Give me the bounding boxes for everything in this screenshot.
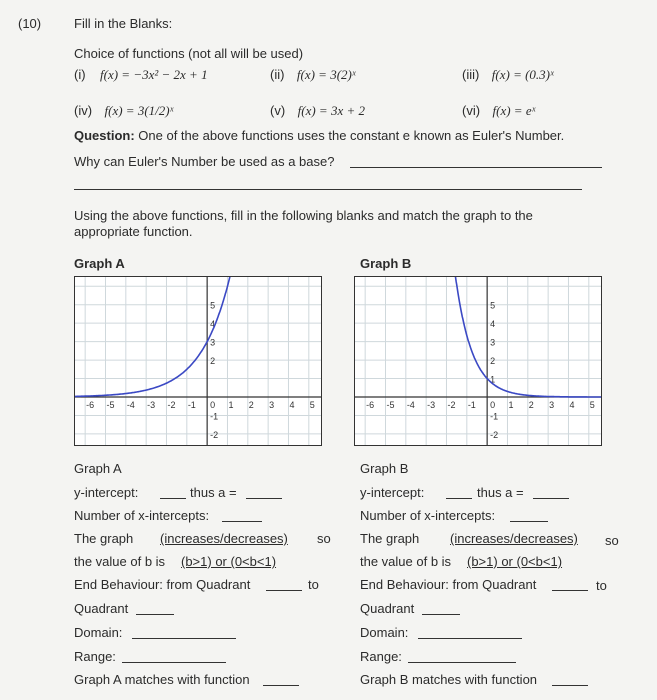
function-expr: f(x) = (0.3)ˣ xyxy=(491,67,554,82)
function-i xyxy=(74,66,208,84)
graph-a-x-tick-label: 0 xyxy=(210,400,216,410)
left-num-x-int-blank[interactable] xyxy=(222,521,262,522)
left-the-graph: The graph xyxy=(74,531,134,546)
function-ii xyxy=(270,66,356,84)
graph-a-x-tick-label: 5 xyxy=(309,400,315,410)
left-thus-a-label: thus a = xyxy=(190,485,237,500)
left-quadrant: Quadrant xyxy=(74,601,129,616)
left-match: Graph A matches with function xyxy=(74,672,250,687)
left-inc-dec[interactable]: (increases/decreases) xyxy=(160,531,288,546)
function-label: (i) xyxy=(74,67,86,82)
function-expr: f(x) = eˣ xyxy=(492,103,536,118)
graph-b-x-tick-label: 2 xyxy=(528,400,534,410)
question-label: Question: xyxy=(74,128,135,143)
graph-a-x-tick-label: -5 xyxy=(106,400,115,410)
right-thus-a-label: thus a = xyxy=(477,485,524,500)
right-quadrant-blank[interactable] xyxy=(422,614,460,615)
question-line xyxy=(74,128,564,143)
function-label: (v) xyxy=(270,103,286,118)
graph-a-y-tick-label: -1 xyxy=(210,411,219,422)
instructions-line-2: appropriate function. xyxy=(74,224,193,239)
graph-b-svg xyxy=(355,277,601,445)
graph-b-y-tick-label: 4 xyxy=(490,319,496,330)
right-match-blank[interactable] xyxy=(552,685,588,686)
left-end-beh-blank-1[interactable] xyxy=(266,590,302,591)
right-col-title: Graph B xyxy=(360,461,409,476)
right-match: Graph B matches with function xyxy=(360,672,538,687)
graph-b-x-tick-label: 3 xyxy=(549,400,555,410)
graph-a-y-tick-label: -2 xyxy=(210,429,219,440)
function-label: (iii) xyxy=(462,67,480,82)
function-iv xyxy=(74,102,173,120)
graph-a-title: Graph A xyxy=(74,256,125,271)
graph-a-y-tick-label: 5 xyxy=(210,300,216,311)
graph-b-x-tick-label: -5 xyxy=(386,400,395,410)
right-value-b: the value of b is xyxy=(360,554,452,569)
why-answer-line-2[interactable] xyxy=(74,189,582,190)
graph-b-y-tick-label: -1 xyxy=(490,411,499,422)
graph-b-x-tick-label: -2 xyxy=(447,400,456,410)
left-y-intercept-label: y-intercept: xyxy=(74,485,139,500)
left-b-options[interactable]: (b>1) or (0<b<1) xyxy=(181,554,277,569)
graph-b-x-tick-label: 5 xyxy=(589,400,595,410)
question-number: (10) xyxy=(18,16,42,31)
graph-b-y-tick-label: 5 xyxy=(490,300,496,311)
graph-a-y-tick-label: 4 xyxy=(210,319,216,330)
graph-b-x-tick-label: 1 xyxy=(508,400,514,410)
right-domain-blank[interactable] xyxy=(418,638,522,639)
graph-b-y-tick-label: 2 xyxy=(490,356,496,367)
left-thus-a-blank[interactable] xyxy=(246,498,282,499)
graph-a-x-tick-label: -2 xyxy=(167,400,176,410)
function-v xyxy=(270,102,365,120)
function-vi xyxy=(462,102,535,120)
graph-a-x-tick-label: -1 xyxy=(187,400,196,410)
right-range: Range: xyxy=(360,649,402,664)
why-text: Why can Euler's Number be used as a base? xyxy=(74,154,335,169)
graph-b-x-tick-label: -6 xyxy=(366,400,375,410)
right-to: to xyxy=(596,578,607,593)
right-end-behaviour: End Behaviour: from Quadrant xyxy=(360,577,537,592)
left-match-blank[interactable] xyxy=(263,685,299,686)
left-quadrant-blank[interactable] xyxy=(136,614,174,615)
graph-b-x-tick-label: -3 xyxy=(427,400,436,410)
graph-a-svg xyxy=(75,277,321,445)
graph-a-y-tick-label: 3 xyxy=(210,337,216,348)
right-end-beh-blank-1[interactable] xyxy=(552,590,588,591)
graph-a-x-tick-label: 2 xyxy=(248,400,254,410)
graph-a-x-tick-label: 4 xyxy=(289,400,295,410)
function-expr: f(x) = 3x + 2 xyxy=(297,103,365,118)
graph-b-y-tick-label: 3 xyxy=(490,337,496,348)
function-label: (vi) xyxy=(462,103,481,118)
graph-b-y-tick-label: 1 xyxy=(490,374,496,385)
left-to: to xyxy=(308,577,319,592)
left-range-blank[interactable] xyxy=(122,662,226,663)
right-range-blank[interactable] xyxy=(408,662,516,663)
function-label: (ii) xyxy=(270,67,285,82)
left-y-intercept-blank[interactable] xyxy=(160,498,186,499)
left-so: so xyxy=(317,531,331,546)
question-text: One of the above functions uses the constant e known as Euler's Number. xyxy=(138,128,565,143)
left-domain: Domain: xyxy=(74,625,123,640)
function-expr: f(x) = −3x² − 2x + 1 xyxy=(100,67,208,82)
function-label: (iv) xyxy=(74,103,93,118)
choice-title: Choice of functions (not all will be used) xyxy=(74,46,304,61)
left-range: Range: xyxy=(74,649,116,664)
graph-a-x-tick-label: 1 xyxy=(228,400,234,410)
right-y-intercept-blank[interactable] xyxy=(446,498,472,499)
heading: Fill in the Blanks: xyxy=(74,16,173,31)
right-quadrant: Quadrant xyxy=(360,601,415,616)
left-col-title: Graph A xyxy=(74,461,122,476)
left-domain-blank[interactable] xyxy=(132,638,236,639)
why-answer-line-1[interactable] xyxy=(350,167,602,168)
right-num-x-int-label: Number of x-intercepts: xyxy=(360,508,496,523)
right-inc-dec[interactable]: (increases/decreases) xyxy=(450,531,578,546)
instructions-line-1: Using the above functions, fill in the following blanks and match the graph to the xyxy=(74,208,533,223)
left-num-x-int-label: Number of x-intercepts: xyxy=(74,508,210,523)
right-domain: Domain: xyxy=(360,625,409,640)
graph-b-x-tick-label: 4 xyxy=(569,400,575,410)
right-y-intercept-label: y-intercept: xyxy=(360,485,425,500)
graph-b xyxy=(354,276,602,446)
graph-a-x-tick-label: -3 xyxy=(147,400,156,410)
graph-b-y-tick-label: -2 xyxy=(490,429,499,440)
left-end-behaviour: End Behaviour: from Quadrant xyxy=(74,577,251,592)
right-so: so xyxy=(605,533,619,548)
graph-b-title: Graph B xyxy=(360,256,412,271)
graph-a xyxy=(74,276,322,446)
graph-b-x-tick-label: -1 xyxy=(467,400,476,410)
function-iii xyxy=(462,66,554,84)
graph-a-x-tick-label: 3 xyxy=(269,400,275,410)
graph-a-x-tick-label: -4 xyxy=(126,400,135,410)
left-value-b: the value of b is xyxy=(74,554,166,569)
function-expr: f(x) = 3(2)ˣ xyxy=(296,67,356,82)
graph-a-y-tick-label: 2 xyxy=(210,356,216,367)
right-thus-a-blank[interactable] xyxy=(533,498,569,499)
right-b-options[interactable]: (b>1) or (0<b<1) xyxy=(467,554,563,569)
right-the-graph: The graph xyxy=(360,531,420,546)
graph-b-x-tick-label: -4 xyxy=(406,400,415,410)
function-expr: f(x) = 3(1/2)ˣ xyxy=(104,103,174,118)
graph-a-x-tick-label: -6 xyxy=(86,400,95,410)
right-num-x-int-blank[interactable] xyxy=(510,521,548,522)
graph-b-x-tick-label: 0 xyxy=(490,400,496,410)
